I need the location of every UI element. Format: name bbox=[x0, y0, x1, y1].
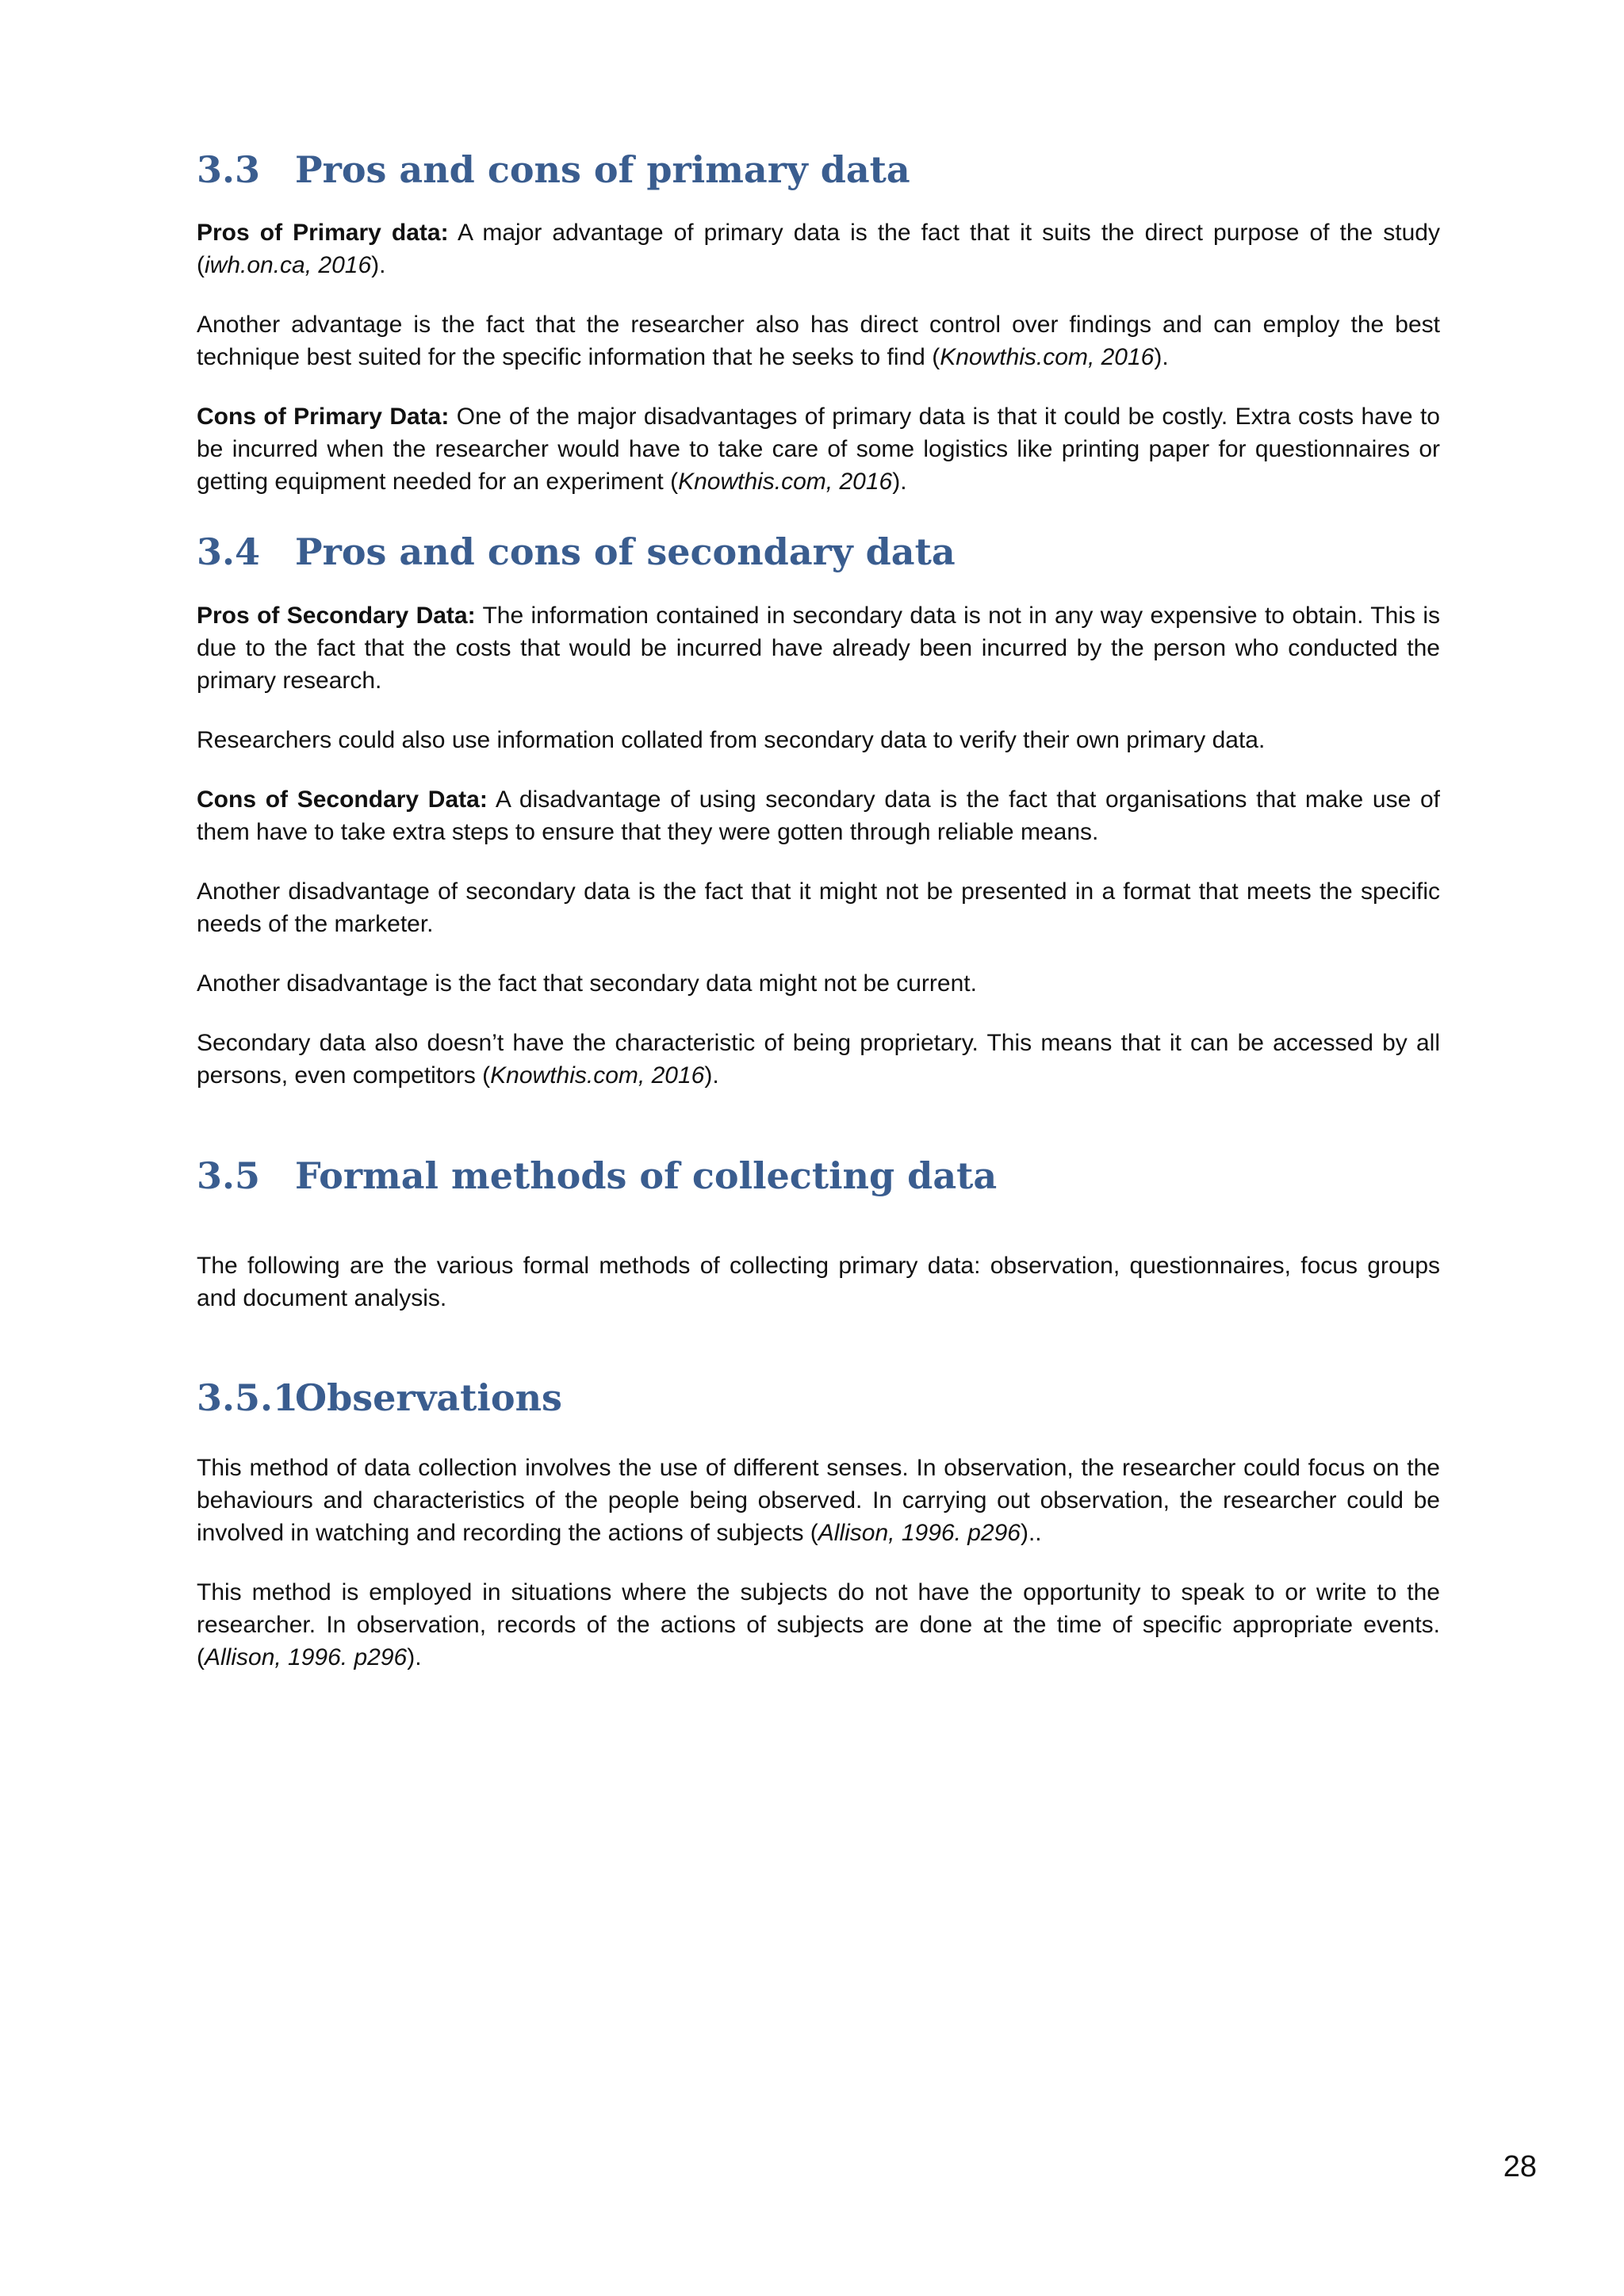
paragraph-text: This method is employed in situations where the subjects do not have the opportunity to speak to or write to the researcher. In observation, records of the actions of subjects are done at the time of specific appropriate events. ( bbox=[197, 1579, 1440, 1670]
paragraph: The following are the various formal methods of collecting primary data: observation, questionnaires, focus groups and document analysis. bbox=[197, 1253, 1440, 1311]
citation: Allison, 1996. p296 bbox=[818, 1520, 1021, 1546]
page-content bbox=[197, 143, 1440, 1674]
page-number: 28 bbox=[1503, 2150, 1537, 2183]
paragraph-label: Pros of Secondary Data: bbox=[197, 603, 476, 629]
paragraph-text-end: ). bbox=[371, 252, 386, 278]
section-heading-3-5-1 bbox=[197, 1374, 1440, 1422]
paragraph-text: Another advantage is the fact that the researcher also has direct control over findings and can employ the best technique best suited for the specific information that he seeks to find ( bbox=[197, 312, 1440, 370]
paragraph bbox=[197, 400, 1440, 498]
citation: Knowthis.com, 2016 bbox=[940, 344, 1155, 370]
section-number: 3.5.1 bbox=[197, 1376, 299, 1419]
paragraph-text: A major advantage of primary data is the fact that it suits the direct purpose of the study ( bbox=[197, 220, 1440, 278]
paragraph-text-end: ).. bbox=[1020, 1520, 1042, 1546]
paragraph-text-end: ). bbox=[704, 1062, 719, 1089]
paragraph-label: Cons of Secondary Data: bbox=[197, 786, 488, 813]
paragraph bbox=[197, 1452, 1440, 1549]
paragraph-text: Secondary data also doesn’t have the characteristic of being proprietary. This means that it can be accessed by all persons, even competitors ( bbox=[197, 1030, 1440, 1089]
paragraph-text-end: ). bbox=[892, 469, 907, 495]
paragraph: Another disadvantage is the fact that secondary data might not be current. bbox=[197, 970, 977, 997]
paragraph bbox=[197, 216, 1440, 281]
section-title: Pros and cons of primary data bbox=[295, 148, 910, 191]
paragraph bbox=[197, 308, 1440, 373]
section-heading-3-4 bbox=[197, 528, 1440, 576]
section-heading-3-3 bbox=[197, 146, 1440, 193]
section-number: 3.4 bbox=[197, 530, 261, 573]
citation: Knowthis.com, 2016 bbox=[678, 469, 893, 495]
paragraph bbox=[197, 1576, 1440, 1674]
section-title: Formal methods of collecting data bbox=[295, 1154, 998, 1197]
paragraph-text: The information contained in secondary data is not in any way expensive to obtain. This is due to the fact that the costs that would be incurred have already been incurred by the person who conducted the primary research. bbox=[197, 603, 1440, 694]
paragraph-label: Cons of Primary Data: bbox=[197, 404, 450, 430]
paragraph bbox=[197, 1027, 1440, 1092]
section-title: Pros and cons of secondary data bbox=[295, 530, 956, 573]
paragraph bbox=[197, 599, 1440, 697]
paragraph-text: This method of data collection involves the use of different senses. In observation, the researcher could focus on the behaviours and characteristics of the people being observed. In carrying out observation, the researcher could be involved in watching and recording the actions of subjects ( bbox=[197, 1455, 1440, 1546]
paragraph bbox=[197, 783, 1440, 848]
paragraph-text-end: ). bbox=[1154, 344, 1169, 370]
paragraph-label: Pros of Primary data: bbox=[197, 220, 449, 246]
citation: iwh.on.ca, 2016 bbox=[205, 252, 372, 278]
section-number: 3.5 bbox=[197, 1154, 261, 1197]
section-title: Observations bbox=[295, 1376, 562, 1419]
section-heading-3-5 bbox=[197, 1152, 1440, 1200]
paragraph: Researchers could also use information collated from secondary data to verify their own primary data. bbox=[197, 727, 1266, 753]
paragraph-text-end: ). bbox=[407, 1644, 422, 1670]
section-number: 3.3 bbox=[197, 148, 261, 191]
citation: Knowthis.com, 2016 bbox=[490, 1062, 705, 1089]
paragraph-text: A disadvantage of using secondary data is the fact that organisations that make use of them have to take extra steps to ensure that they were gotten through reliable means. bbox=[197, 786, 1440, 845]
citation: Allison, 1996. p296 bbox=[205, 1644, 408, 1670]
paragraph-text: One of the major disadvantages of primary data is that it could be costly. Extra costs have to be incurred when the researcher would have to take care of some logistics like printing paper for questionnaires or getting equipment needed for an experiment ( bbox=[197, 404, 1440, 495]
paragraph: Another disadvantage of secondary data is the fact that it might not be presented in a format that meets the specific needs of the marketer. bbox=[197, 878, 1440, 937]
